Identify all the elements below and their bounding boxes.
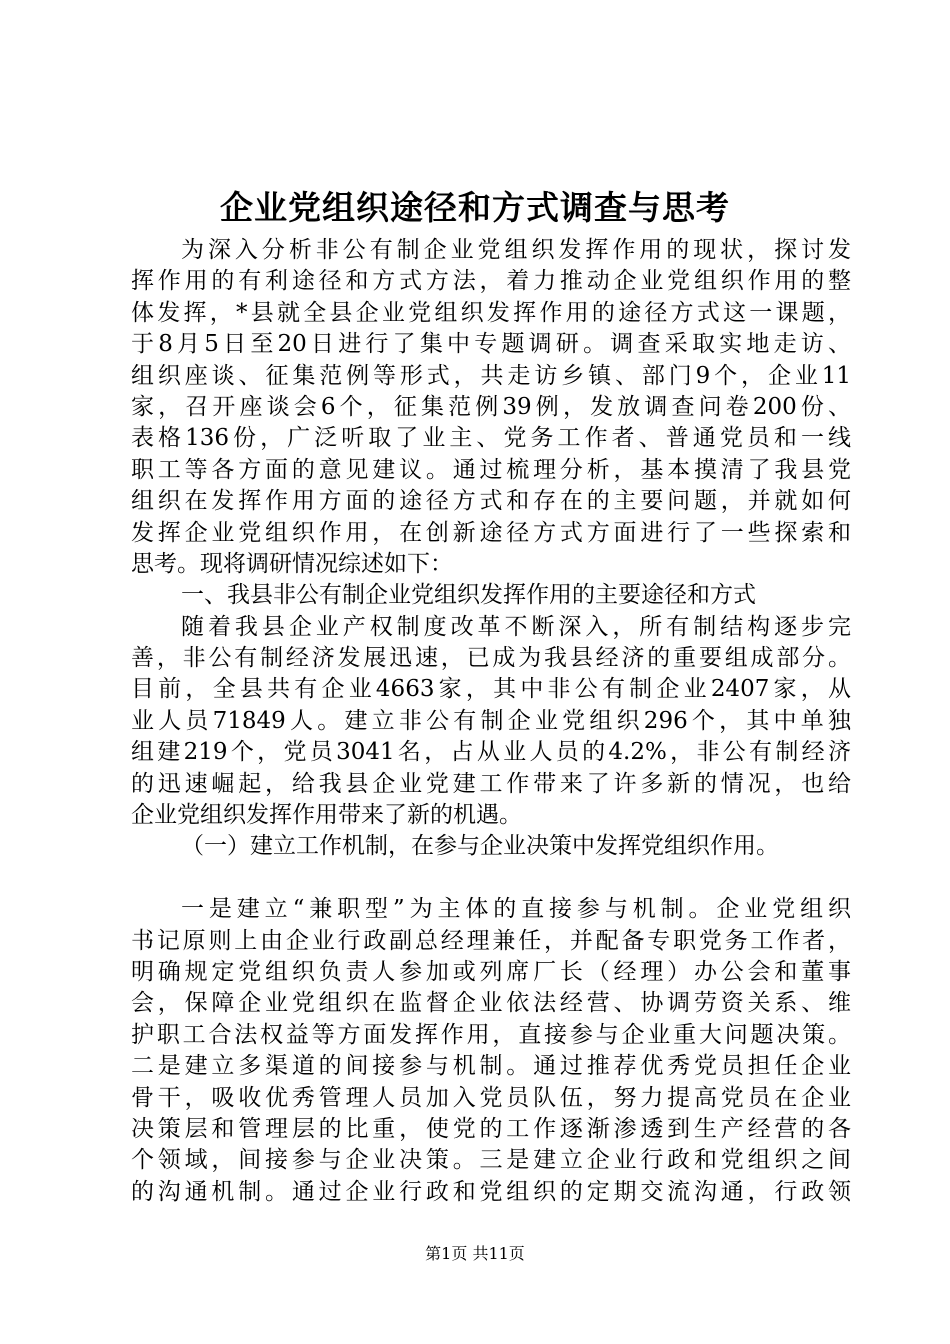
- text-line: 随着我县企业产权制度改革不断深入，所有制结构逐步完: [181, 613, 851, 640]
- paragraph-spacer: [131, 863, 851, 894]
- text-line: 表格136份，广泛听取了业主、党务工作者、普通党员和一线: [131, 425, 851, 452]
- text-line: 书记原则上由企业行政副总经理兼任，并配备专职党务工作者，: [131, 927, 851, 954]
- text-line: 的迅速崛起，给我县企业党建工作带来了许多新的情况，也给: [131, 770, 851, 797]
- text-line: 个领域，间接参与企业决策。三是建立企业行政和党组织之间: [131, 1147, 851, 1174]
- text-line: 组织座谈、征集范例等形式，共走访乡镇、部门9个，企业11: [131, 362, 851, 389]
- document-body: [131, 235, 851, 1208]
- page-footer: 第1页 共11页: [425, 1244, 525, 1263]
- text-line: 组织在发挥作用方面的途径方式和存在的主要问题，并就如何: [131, 488, 851, 515]
- section-heading: 一、我县非公有制企业党组织发挥作用的主要途径和方式: [181, 582, 756, 609]
- text-line: 目前，全县共有企业4663家，其中非公有制企业2407家，从: [131, 676, 851, 703]
- text-line: 二是建立多渠道的间接参与机制。通过推荐优秀党员担任企业: [131, 1053, 851, 1080]
- text-line: 一是建立“兼职型”为主体的直接参与机制。企业党组织: [181, 896, 851, 923]
- document-title: 企业党组织途径和方式调查与思考: [220, 188, 730, 227]
- text-line: 明确规定党组织负责人参加或列席厂长（经理）办公会和董事: [131, 958, 851, 985]
- subsection-heading: （一）建立工作机制，在参与企业决策中发挥党组织作用。: [181, 833, 779, 860]
- text-line: 于8月5日至20日进行了集中专题调研。调查采取实地走访、: [131, 331, 851, 358]
- text-line: 会，保障企业党组织在监督企业依法经营、协调劳资关系、维: [131, 990, 851, 1017]
- text-line: 组建219个，党员3041名，占从业人员的4.2%，非公有制经济: [131, 739, 851, 766]
- text-line: 的沟通机制。通过企业行政和党组织的定期交流沟通，行政领: [131, 1178, 851, 1205]
- text-line: 善，非公有制经济发展迅速，已成为我县经济的重要组成部分。: [131, 645, 851, 672]
- text-line: 家，召开座谈会6个，征集范例39例，发放调查问卷200份、: [131, 393, 851, 420]
- text-line: 业人员71849人。建立非公有制企业党组织296个，其中单独: [131, 707, 851, 734]
- text-line: 骨干，吸收优秀管理人员加入党员队伍，努力提高党员在企业: [131, 1084, 851, 1111]
- text-line: 挥作用的有利途径和方式方法，着力推动企业党组织作用的整: [131, 268, 851, 295]
- text-line: 发挥企业党组织作用，在创新途径方式方面进行了一些探索和: [131, 519, 851, 546]
- text-line: 职工等各方面的意见建议。通过梳理分析，基本摸清了我县党: [131, 456, 851, 483]
- text-line: 企业党组织发挥作用带来了新的机遇。: [131, 802, 522, 829]
- text-line: 体发挥，*县就全县企业党组织发挥作用的途径方式这一课题，: [131, 299, 851, 326]
- text-line: 护职工合法权益等方面发挥作用，直接参与企业重大问题决策。: [131, 1021, 851, 1048]
- text-line: 决策层和管理层的比重，使党的工作逐渐渗透到生产经营的各: [131, 1115, 851, 1142]
- text-line: 为深入分析非公有制企业党组织发挥作用的现状，探讨发: [181, 237, 851, 263]
- text-line: 思考。现将调研情况综述如下：: [131, 550, 453, 577]
